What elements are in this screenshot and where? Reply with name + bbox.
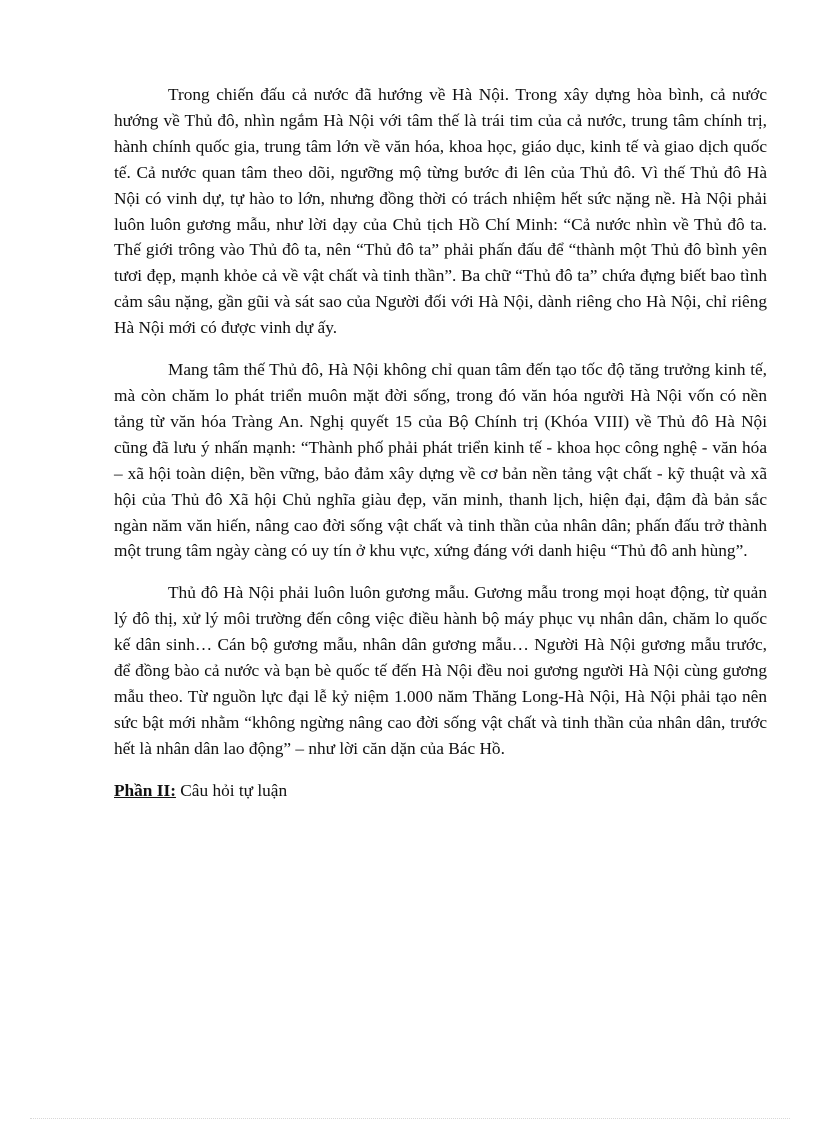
paragraph-1: Trong chiến đấu cả nước đã hướng về Hà Nội. Trong xây dựng hòa bình, cả nước hướng về Thủ đô, nhìn ngắm Hà Nội với tâm thế là trái tim của cả nước, trung tâm chính trị, hành chính quốc gia, trung tâm lớn về văn hóa, khoa học, giáo dục, kinh tế và giao dịch quốc tế. Cả nước quan tâm theo dõi, ngưỡng mộ từng bước đi lên của Thủ đô. Vì thế Thủ đô Hà Nội có vinh dự, tự hào to lớn, nhưng đồng thời có trách nhiệm hết sức nặng nề. Hà Nội phải luôn luôn gương mẫu, như lời dạy của Chủ tịch Hồ Chí Minh: “Cả nước nhìn về Thủ đô ta. Thế giới trông vào Thủ đô ta, nên “Thủ đô ta” phải phấn đấu để “thành một Thủ đô bình yên tươi đẹp, mạnh khỏe cả về vật chất và tinh thần”. Ba chữ “Thủ đô ta” chứa đựng biết bao tình cảm sâu nặng, gần gũi và sát sao của Người đối với Hà Nội, dành riêng cho Hà Nội, chỉ riêng Hà Nội mới có được vinh dự ấy. bbox=[114, 85, 767, 338]
paragraph-2: Mang tâm thế Thủ đô, Hà Nội không chỉ quan tâm đến tạo tốc độ tăng trưởng kinh tế, mà còn chăm lo phát triển muôn mặt đời sống, trong đó văn hóa người Hà Nội vốn có nền tảng từ văn hóa Tràng An. Nghị quyết 15 của Bộ Chính trị (Khóa VIII) về Thủ đô Hà Nội cũng đã lưu ý nhấn mạnh: “Thành phố phải phát triển kinh tế - khoa học công nghệ - văn hóa – xã hội toàn diện, bền vững, bảo đảm xây dựng về cơ bản nền tảng vật chất - kỹ thuật và xã hội của Thủ đô Xã hội Chủ nghĩa giàu đẹp, văn minh, thanh lịch, hiện đại, đậm đà bản sắc ngàn năm văn hiến, nâng cao đời sống vật chất và tinh thần của nhân dân; phấn đấu trở thành một trung tâm ngày càng có uy tín ở khu vực, xứng đáng với danh hiệu “Thủ đô anh hùng”. bbox=[114, 360, 767, 561]
page-bottom-divider bbox=[30, 1118, 790, 1119]
section-heading bbox=[114, 778, 767, 804]
paragraph-3: Thủ đô Hà Nội phải luôn luôn gương mẫu. Gương mẫu trong mọi hoạt động, từ quản lý đô thị, xử lý môi trường đến công việc điều hành bộ máy phục vụ nhân dân, chăm lo quốc kế dân sinh… Cán bộ gương mẫu, nhân dân gương mẫu… Người Hà Nội gương mẫu trước, để đồng bào cả nước và bạn bè quốc tế đến Hà Nội đều noi gương người Hà Nội cùng gương mẫu theo. Từ nguồn lực đại lễ kỷ niệm 1.000 năm Thăng Long-Hà Nội, Hà Nội phải tạo nên sức bật mới nhằm “không ngừng nâng cao đời sống vật chất và tinh thần của nhân dân, trước hết là nhân dân lao động” – như lời căn dặn của Bác Hồ. bbox=[114, 583, 767, 758]
section-title: Câu hỏi tự luận bbox=[180, 780, 288, 800]
section-label: Phần II: bbox=[114, 780, 176, 800]
document-body bbox=[114, 82, 767, 804]
